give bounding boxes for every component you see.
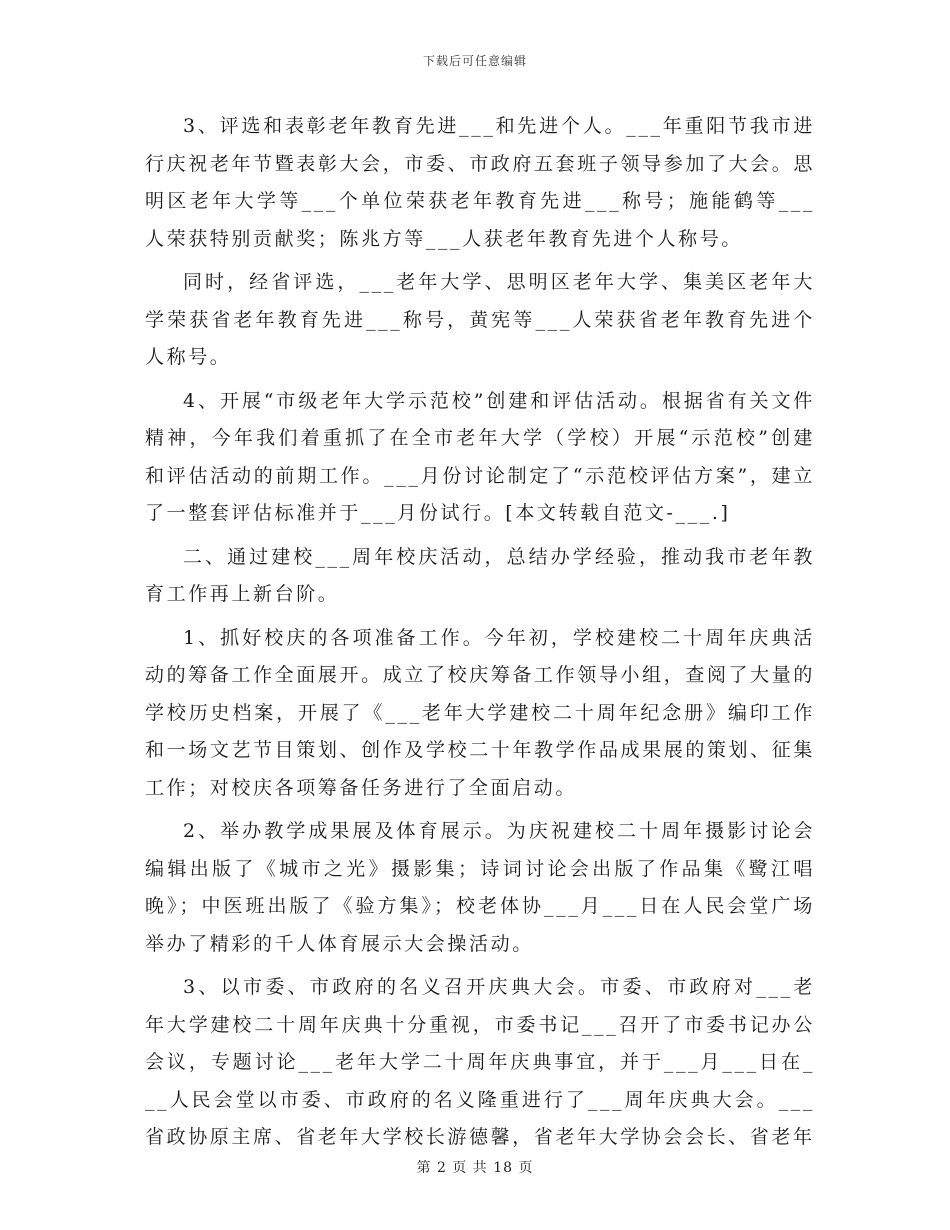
paragraph-2: 同时，经省评选，___老年大学、思明区老年大学、集美区老年大学荣获省老年教育先进___称号，黄宪等___人荣获省老年教育先进个人称号。 [145,271,815,368]
document-body [145,108,815,1163]
paragraph-6: 2、举办教学成果展及体育展示。为庆祝建校二十周年摄影讨论会编辑出版了《城市之光》摄影集；诗词讨论会出版了作品集《鹭江唱晚》；中医班出版了《验方集》；校老体协___月___日在人民会堂广场举办了精彩的千人体育展示大会操活动。 [145,820,815,955]
page-header: 下载后可任意编辑 [422,54,527,68]
paragraph-4: 二、通过建校___周年校庆活动，总结办学经验，推动我市老年教育工作再上新台阶。 [145,545,815,605]
paragraph-1: 3、评选和表彰老年教育先进___和先进个人。___年重阳节我市进行庆祝老年节暨表彰大会，市委、市政府五套班子领导参加了大会。思明区老年大学等___个单位荣获老年教育先进___称号；施能鹤等___人荣获特别贡献奖；陈兆方等___人获老年教育先进个人称号。 [145,115,815,250]
paragraph-3: 4、开展“市级老年大学示范校”创建和评估活动。根据省有关文件精神，今年我们着重抓了在全市老年大学（学校）开展“示范校”创建和评估活动的前期工作。___月份讨论制定了“示范校评估方案”，建立了一整套评估标准并于___月份试行。[本文转载自范文-___.] [145,389,815,524]
page-footer: 第 2 页 共 18 页 [416,1160,534,1176]
paragraph-7: 3、以市委、市政府的名义召开庆典大会。市委、市政府对___老年大学建校二十周年庆典十分重视，市委书记___召开了市委书记办公会议，专题讨论___老年大学二十周年庆典事宜，并于___月___日在___人民会堂以市委、市政府的名义隆重进行了___周年庆典大会。___省政协原主席、省老年大学校长游德馨，省老年大学协会会长、省老年 [145,976,815,1148]
paragraph-5: 1、抓好校庆的各项准备工作。今年初，学校建校二十周年庆典活动的筹备工作全面展开。成立了校庆筹备工作领导小组，查阅了大量的学校历史档案，开展了《___老年大学建校二十周年纪念册》编印工作和一场文艺节目策划、创作及学校二十年教学作品成果展的策划、征集工作；对校庆各项筹备任务进行了全面启动。 [145,626,815,799]
